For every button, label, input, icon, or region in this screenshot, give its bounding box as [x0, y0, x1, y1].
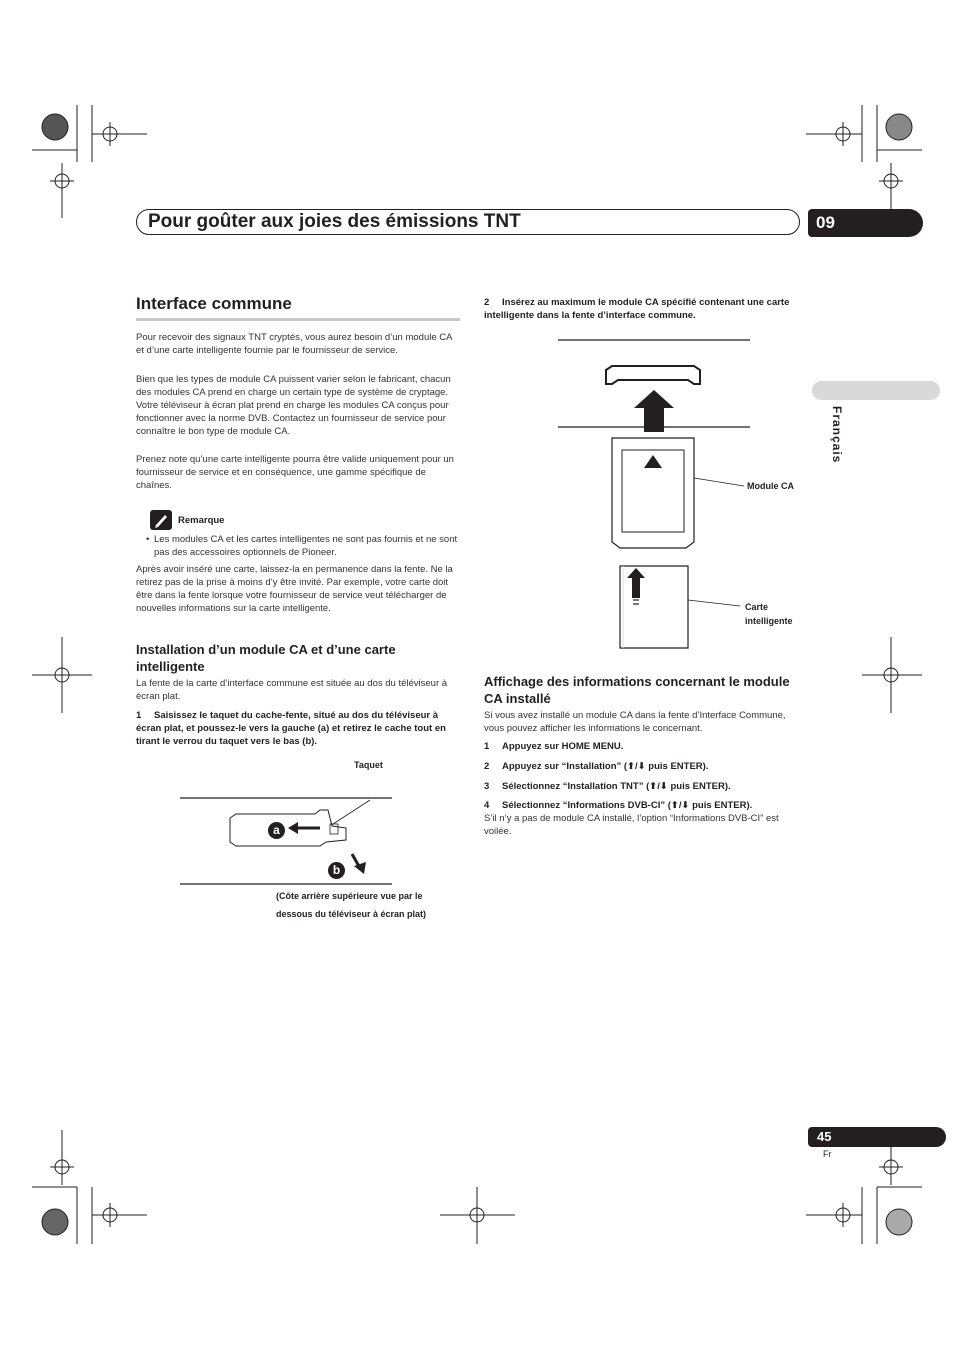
display-step-1	[484, 740, 808, 753]
page-language-code: Fr	[823, 1149, 832, 1159]
display-info-title: Affichage des informations concernant le module CA installé	[484, 674, 790, 706]
display-info-intro: Si vous avez installé un module CA dans la fente d’Interface Commune, vous pouvez afficher les informations le concernant.	[484, 710, 786, 734]
chapter-number: 09	[808, 209, 923, 237]
step-number: 2	[484, 761, 490, 772]
fig1-taquet-label: Taquet	[354, 760, 383, 770]
note-bullet	[146, 533, 460, 559]
step-number: 3	[484, 781, 490, 792]
step-text: Appuyez sur “Installation” (⬆/⬇ puis ENTER).	[502, 761, 709, 772]
install-step-1	[136, 709, 460, 748]
fig2-card-label-line-2: intelligente	[745, 616, 793, 626]
language-tab	[812, 381, 940, 400]
note-label: Remarque	[178, 515, 225, 526]
marker-a	[268, 822, 285, 839]
intro-paragraph-3: Prenez note qu’une carte intelligente pourra être valide uniquement pour un fournisseur de service et en conséquence, une gamme spécifique de chaînes.	[136, 454, 454, 491]
fig2-module-label: Module CA	[747, 481, 794, 491]
note-bullet-text: • Les modules CA et les cartes intelligentes ne sont pas fournis et ne sont pas des accessoires optionnels de Pioneer.	[154, 534, 458, 558]
install-intro: La fente de la carte d’interface commune est située au dos du téléviseur à écran plat.	[136, 678, 448, 702]
intro-paragraph-1: Pour recevoir des signaux TNT cryptés, vous aurez besoin d’un module CA et d’une carte intelligente fournie par le fournisseur de service.	[136, 332, 452, 356]
step-text: Insérez au maximum le module CA spécifié contenant une carte intelligente dans la fente d’interface commune.	[484, 297, 790, 321]
section-divider	[136, 318, 460, 321]
step-number: 1	[484, 741, 490, 752]
fig2-card-label-line-1: Carte	[745, 602, 769, 612]
display-step-2	[484, 760, 808, 773]
step-number: 1	[136, 710, 142, 721]
step-4-note: S’il n’y a pas de module CA installé, l’option “Informations DVB-CI” est voilée.	[484, 813, 779, 837]
section-title: Interface commune	[136, 294, 292, 313]
step-text: Appuyez sur HOME MENU.	[502, 741, 624, 752]
fig1-caption-line-2: dessous du téléviseur à écran plat)	[276, 909, 427, 919]
install-step-2	[484, 296, 808, 322]
step-text: Sélectionnez “Informations DVB-CI” (⬆/⬇ puis ENTER).	[502, 800, 753, 811]
install-title: Installation d’un module CA et d’une carte intelligente	[136, 642, 396, 674]
step-text: Saisissez le taquet du cache-fente, situé au dos du téléviseur à écran plat, et poussez-le vers la gauche (a) et retirez le cache tout en tirant le verrou du taquet vers le bas (b).	[136, 710, 446, 747]
fig1-caption-line-1: (Côte arrière supérieure vue par le	[276, 891, 423, 901]
display-step-4	[484, 799, 808, 812]
language-label: Français	[830, 406, 844, 464]
display-step-3	[484, 780, 808, 793]
page-title: Pour goûter aux joies des émissions TNT	[148, 211, 521, 232]
after-note-paragraph: Après avoir inséré une carte, laissez-la en permanence dans la fente. Ne la retirez pas de la prise à moins d’y être invité. Par exemple, votre carte doit être dans la fente lorsque votre fournisseur de service veut télécharger de nouvelles informations sur la carte intelligente.	[136, 564, 453, 614]
marker-b-label: b	[332, 863, 341, 877]
marker-a-label: a	[273, 823, 280, 837]
pencil-icon	[150, 510, 172, 530]
step-number: 4	[484, 800, 490, 811]
marker-b	[328, 862, 345, 879]
step-number: 2	[484, 297, 490, 308]
step-text: Sélectionnez “Installation TNT” (⬆/⬇ puis ENTER).	[502, 781, 731, 792]
page-number: 45	[808, 1127, 946, 1147]
intro-paragraph-2: Bien que les types de module CA puissent varier selon le fabricant, chacun des modules CA prend en charge un certain type de système de cryptage. Votre téléviseur à écran plat prend en charge les modules CA conçus pour fonctionner avec la norme DVB. Contactez un fournisseur de service pour connaître le bon type de module CA.	[136, 374, 451, 437]
